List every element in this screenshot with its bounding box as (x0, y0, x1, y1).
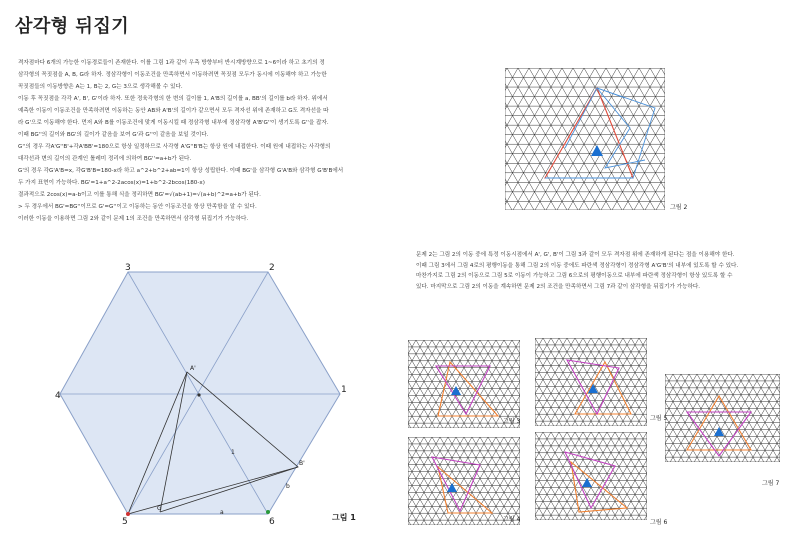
grid-line (408, 437, 424, 525)
grid-line (408, 340, 432, 428)
grid-line (429, 340, 480, 428)
grid-line (686, 374, 737, 462)
label-a: a (220, 509, 224, 516)
grid-line (595, 68, 665, 210)
label-b: b (286, 483, 290, 490)
vertex-label-1: 1 (341, 385, 347, 395)
grid-line (718, 374, 769, 462)
grid-line (645, 68, 665, 210)
grid-line (507, 68, 589, 210)
caption-fig2: 그림 2 (670, 204, 688, 211)
grid-line (480, 340, 520, 428)
grid-line (505, 68, 518, 210)
page-title: 삼각형 뒤집기 (15, 16, 130, 37)
grid-line (694, 374, 745, 462)
vertex-label-2: 2 (269, 263, 275, 273)
grid-line (535, 432, 559, 520)
grid-line (634, 68, 665, 210)
grid-line (518, 68, 600, 210)
grid-line (665, 374, 689, 462)
grid-line (599, 338, 647, 426)
grid-line (546, 68, 628, 210)
grid-line (551, 68, 633, 210)
grid-line (445, 340, 496, 428)
intro-line: 격자점마다 6개의 가능한 이동경로들이 존재한다. 이를 그림 1과 같이 우측 방향부터 반시계방향으로 1~6이라 하고 초기의 정 (18, 60, 325, 66)
grid-line (567, 432, 618, 520)
blue-triangle (714, 427, 724, 436)
intro-line: 결과적으로 2cos(x)=a-b이고 이를 통해 식을 정리하면 BG'=√(ab+1)=√(a+b)^2=a+b가 된다. (18, 192, 261, 198)
grid-line (588, 432, 639, 520)
grid-line (469, 437, 520, 525)
vertex-dot (197, 393, 200, 396)
grid-line (432, 437, 483, 525)
grid-line (464, 340, 515, 428)
vertex-label-4: 4 (55, 391, 61, 401)
grid-line (535, 68, 617, 210)
caption-fig5: 그림 5 (650, 415, 668, 422)
grid-line (568, 68, 650, 210)
figure-6-grid (535, 432, 647, 520)
grid-line (424, 340, 475, 428)
blue-triangle (591, 145, 603, 156)
blue-path (565, 88, 625, 148)
grid-line (421, 437, 472, 525)
grid-line (408, 340, 424, 428)
grid-line (567, 338, 618, 426)
grid-line (665, 374, 716, 462)
triangular-grid (505, 68, 665, 210)
grid-line (472, 437, 520, 525)
grid-line (596, 338, 647, 426)
vertex-label-5: 5 (122, 517, 128, 524)
grid-line (504, 437, 520, 525)
grid-line (408, 437, 432, 525)
caption-fig7: 그림 7 (762, 480, 780, 487)
grid-line (464, 437, 515, 525)
grid-line (601, 68, 665, 210)
label-b-prime: B' (299, 460, 305, 467)
grid-line (575, 338, 626, 426)
grid-line (564, 432, 615, 520)
grid-line (607, 338, 647, 426)
grid-line (540, 68, 622, 210)
grid-line (665, 374, 705, 462)
problem2-line: 있다. 마지막으로 그림 2의 이동을 계속하면 문제 2의 조건을 만족하면서 그림 7과 같이 삼각형을 뒤집기가 가능하다. (416, 283, 701, 290)
grid-line (461, 437, 512, 525)
grid-line (543, 432, 594, 520)
grid-line (535, 432, 551, 520)
grid-line (408, 340, 456, 428)
vertex-label-6: 6 (269, 517, 275, 524)
grid-line (705, 374, 756, 462)
grid-line (665, 374, 681, 462)
grid-line (469, 340, 520, 428)
intro-line: 삼각형의 꼭짓점을 A, B, G라 하자. 정삼각형이 이동조건을 만족하면서 이동하려면 꼭짓점 모두가 동시에 이동해야 하고 가능한 (18, 72, 327, 78)
grid-line (408, 340, 448, 428)
figure-1-hexagon (55, 262, 355, 524)
grid-line (513, 68, 595, 210)
grid-line (408, 437, 459, 525)
label-a-prime: A' (190, 365, 196, 372)
grid-border (408, 340, 520, 428)
grid-line (535, 338, 551, 426)
intro-text (18, 58, 388, 226)
figure-4-grid (408, 437, 520, 525)
grid-line (729, 374, 780, 462)
grid-line (596, 432, 647, 520)
triangular-grid (408, 437, 520, 525)
grid-line (505, 68, 523, 210)
label-one: 1 (231, 449, 235, 456)
problem2-line: 마찬가지로 그림 2의 이동으로 그림 5로 이동이 가능하고 그림 6으로의 평행이동으로 내부에 파란색 정삼각형이 항상 있도록 할 수 (416, 273, 733, 279)
figure-3-grid (408, 340, 520, 428)
grid-border (505, 68, 665, 210)
caption-fig3: 그림 3 (503, 418, 521, 425)
grid-line (631, 432, 647, 520)
grid-line (416, 340, 467, 428)
grid-line (505, 68, 551, 210)
intro-line: 예측한 이동이 이동조건을 만족하려면 이동하는 동안 AB와 A'B'의 길이가 같으면서 모두 격자선 위에 존재하고 G도 격자선을 따 (18, 108, 329, 114)
grid-line (496, 340, 520, 428)
grid-line (448, 340, 499, 428)
grid-line (766, 374, 780, 462)
figure-5-grid (535, 338, 647, 426)
grid-line (540, 432, 591, 520)
grid-line (607, 432, 647, 520)
grid-line (713, 374, 764, 462)
grid-line (702, 374, 753, 462)
grid-line (579, 68, 661, 210)
figure-2-grid (505, 68, 665, 210)
label-g: G (157, 505, 162, 512)
intro-line: 이동 후 꼭짓점을 각각 A', B', G'이라 하자. 또한 정육각형의 한 변의 길이를 1, A'B의 길이를 a, BB'의 길이를 b라 하자. 위에서 (18, 96, 328, 102)
grid-line (631, 338, 647, 426)
intro-line: G''의 경우 각A'G''B'+각A'BB'=180으로 항상 일정하므로 사각형 A'G''B'B는 항상 원에 내접한다. 이때 원에 내접하는 사각형의 (18, 144, 331, 150)
grid-line (678, 374, 729, 462)
grid-line (535, 338, 559, 426)
grid-line (432, 340, 483, 428)
intro-line: > 두 경우에서 BG'=BG''이므로 G'=G''이고 이동하는 동안 이동조건을 항상 만족함을 알 수 있다. (18, 204, 257, 210)
blue-triangle (582, 478, 592, 487)
intro-line: G'의 경우 각G'A'B=x, 각G'B'B=180-x라 하고 a^2+b^2+ab=1이 항상 성립한다. 이때 BG'을 삼각형 G'A'B와 삼각형 G'B'B에서 (18, 168, 344, 174)
intro-line: 이때 BG''의 길이와 BG'의 길이가 같음을 보여 G'과 G''이 같음을 보일 것이다. (18, 132, 209, 138)
grid-line (461, 340, 512, 428)
grid-line (551, 338, 602, 426)
grid-line (734, 374, 780, 462)
intro-line: 꼭짓점들의 이동방향은 A는 1, B는 2, G는 3으로 생각해볼 수 있다. (18, 84, 183, 90)
caption-fig1: 그림 1 (332, 513, 356, 522)
grid-line (408, 340, 459, 428)
grid-line (559, 338, 610, 426)
intro-line: 두 가지 표현이 가능하다. BG'=1+a^2-2acos(x)=1+b^2-2bcos(180-x) (18, 180, 205, 186)
problem2-text (416, 250, 786, 292)
hexagon-shape (60, 272, 340, 514)
grid-line (472, 340, 520, 428)
grid-line (559, 432, 610, 520)
problem2-line: 이때 그림 3에서 그림 4로의 평행이동을 통해 그림 2의 이동 중에도 파란색 정삼각형이 정삼각형 A'G'B'의 내부에 있도록 할 수 있다. (416, 262, 739, 269)
intro-line: 라 G'으로 이동해야 한다. 먼저 A와 B를 이동조건에 맞게 이동시킬 때 정삼각형 내부에 정삼각형 A'B'G''이 생기도록 G''을 잡자. (18, 120, 329, 126)
grid-line (591, 432, 642, 520)
grid-line (599, 432, 647, 520)
intro-line: 대각선과 변의 길이의 관계인 톨레미 정리에 의하여 BG''=a+b가 된다. (18, 156, 192, 162)
grid-line (572, 432, 623, 520)
grid-line (421, 340, 472, 428)
grid-line (408, 437, 448, 525)
grid-line (413, 437, 464, 525)
grid-line (424, 437, 475, 525)
grid-line (445, 437, 496, 525)
grid-line (556, 432, 607, 520)
grid-line (710, 374, 761, 462)
grid-line (573, 68, 655, 210)
vertex-dot-red (126, 512, 130, 516)
grid-line (496, 437, 520, 525)
grid-line (535, 338, 575, 426)
vertex-dot-green (266, 510, 270, 514)
grid-line (524, 68, 606, 210)
grid-line (540, 338, 591, 426)
grid-line (408, 437, 456, 525)
triangular-grid (665, 374, 780, 462)
grid-line (753, 374, 780, 462)
grid-line (697, 374, 748, 462)
grid-line (564, 338, 615, 426)
grid-line (726, 374, 777, 462)
grid-line (575, 432, 626, 520)
caption-fig6: 그림 6 (650, 519, 668, 526)
grid-line (548, 338, 599, 426)
grid-line (583, 338, 634, 426)
grid-line (591, 338, 642, 426)
intro-line: 이러한 이동을 이용하면 그림 2와 같이 문제 1의 조건을 만족하면서 삼각형 뒤집기가 가능하다. (18, 216, 249, 222)
grid-line (480, 437, 520, 525)
grid-line (535, 432, 575, 520)
figure-7-grid (665, 374, 780, 462)
blue-triangle (447, 483, 457, 492)
grid-line (505, 68, 562, 210)
grid-line (453, 437, 504, 525)
problem2-line: 문제 2는 그림 2의 이동 중에 특정 이동시점에서 A', G', B'이 그림 3과 같이 모두 격자점 위에 존재하게 된다는 점을 이용해야 한다. (416, 252, 735, 258)
grid-border (408, 437, 520, 525)
grid-line (580, 338, 631, 426)
grid-line (673, 374, 724, 462)
caption-fig4: 그림 4 (503, 516, 521, 523)
grid-line (535, 338, 586, 426)
grid-line (556, 338, 607, 426)
grid-line (562, 68, 644, 210)
grid-line (456, 437, 507, 525)
grid-line (623, 338, 647, 426)
grid-line (504, 340, 520, 428)
grid-line (623, 432, 647, 520)
triangular-grid (408, 340, 520, 428)
vertex-label-3: 3 (125, 263, 131, 273)
grid-line (543, 338, 594, 426)
